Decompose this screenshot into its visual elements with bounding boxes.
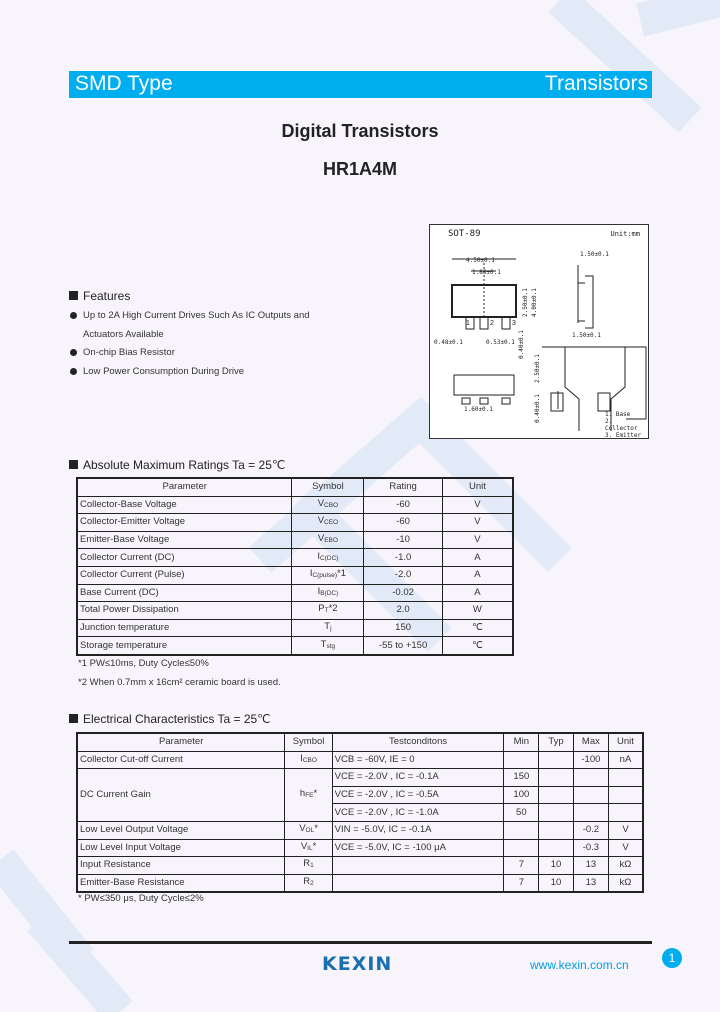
symbol-main: P [318,603,325,615]
column-header: Max [573,733,608,751]
symbol-sub: 2 [310,880,314,888]
feature-text: On-chip Bias Resistor [83,347,175,358]
unit-cell: V [442,531,513,549]
unit-cell: W [442,602,513,620]
min-cell [504,751,539,769]
parameter-cell: Emitter-Base Voltage [77,531,292,549]
symbol-cell [292,549,364,567]
footer-divider [69,941,652,944]
parameter-cell: Low Level Input Voltage [77,839,285,857]
table-row [77,857,643,875]
footer-url[interactable]: www.kexin.com.cn [530,958,629,972]
table-row [77,874,643,892]
typ-cell: 10 [539,857,574,875]
rating-cell: -55 to +150 [364,637,442,655]
table-row [77,769,643,787]
condition-cell: VCE = -5.0V, IC = -100 μA [332,839,504,857]
symbol-sub: CBO [302,756,317,764]
min-cell: 50 [504,804,539,822]
symbol-cell [292,619,364,637]
dim-footprint-pad: 0.40±0.1 [534,394,541,423]
unit-cell: A [442,549,513,567]
bullet-icon [70,368,77,375]
square-bullet-icon [69,714,78,723]
parameter-cell: Collector Cut-off Current [77,751,285,769]
features-heading [69,289,130,303]
condition-cell: VCE = -2.0V , IC = -0.5A [332,786,504,804]
abs-note-2: *2 When 0.7mm x 16cm² ceramic board is used. [78,677,281,688]
legend-base: 1. Base [605,411,631,418]
elec-heading-text: Electrical Characteristics Ta = 25℃ [83,712,271,726]
unit-cell: V [608,839,643,857]
table-row [77,584,513,602]
bullet-icon [70,349,77,356]
symbol-sub: T [324,607,329,615]
typ-cell [539,786,574,804]
symbol-main: R [303,876,311,888]
elec-heading [69,712,271,726]
condition-cell: VCE = -2.0V , IC = -1.0A [332,804,504,822]
column-header: Min [504,733,539,751]
symbol-cell [292,531,364,549]
symbol-sub: B(DC) [320,589,339,597]
table-row [77,566,513,584]
unit-cell: ℃ [442,637,513,655]
symbol-cell [285,857,332,875]
symbol-sub: C(pulse) [312,572,338,580]
feature-text: Up to 2A High Current Drives Such As IC Outputs and [83,310,310,321]
feature-item [70,366,244,377]
symbol-sub: C(DC) [320,554,339,562]
symbol-sub: OL [305,827,315,835]
symbol-main: I [300,752,303,764]
parameter-cell: Low Level Output Voltage [77,821,285,839]
condition-cell: VIN = -5.0V, IC = -0.1A [332,821,504,839]
symbol-cell [285,821,332,839]
square-bullet-icon [69,291,78,300]
symbol-sub: CBO [324,501,339,509]
parameter-cell: Collector Current (DC) [77,549,292,567]
min-cell: 7 [504,874,539,892]
symbol-main: R [303,858,311,870]
rating-cell: -0.02 [364,584,442,602]
header-banner [69,71,652,98]
feature-item [70,310,310,321]
table-row [77,619,513,637]
parameter-cell: Collector Current (Pulse) [77,566,292,584]
dim-pitch: 1.60±0.1 [464,406,493,413]
feature-text: Low Power Consumption During Drive [83,366,245,377]
features-heading-text: Features [83,289,131,303]
symbol-sub: 1 [310,862,314,870]
max-cell [573,786,608,804]
parameter-cell: Storage temperature [77,637,292,655]
parameter-cell: DC Current Gain [77,769,285,822]
parameter-cell: Emitter-Base Resistance [77,874,285,892]
column-header: Rating [364,478,442,496]
condition-cell [332,874,504,892]
bullet-icon [70,312,77,319]
symbol-main: V [300,840,308,852]
table-row [77,602,513,620]
part-number: HR1A4M [322,159,397,179]
column-header: Parameter [77,733,285,751]
symbol-cell [285,769,332,822]
parameter-cell: Base Current (DC) [77,584,292,602]
min-cell: 150 [504,769,539,787]
abs-max-heading-text: Absolute Maximum Ratings Ta = 25℃ [83,458,286,472]
condition-cell [332,857,504,875]
symbol-main: V [317,515,325,527]
symbol-sub: FE [305,792,314,800]
parameter-cell: Junction temperature [77,619,292,637]
unit-cell: A [442,566,513,584]
max-cell [573,769,608,787]
table-row [77,514,513,532]
table-row [77,531,513,549]
symbol-cell [285,839,332,857]
table-row [77,821,643,839]
symbol-sub: IL [307,844,313,852]
page-number: 1 [662,948,682,968]
rating-cell: 150 [364,619,442,637]
square-bullet-icon [69,460,78,469]
max-cell: -0.2 [573,821,608,839]
rating-cell: -1.0 [364,549,442,567]
symbol-main: T [324,621,331,633]
abs-max-heading [69,458,285,472]
table-header [77,733,643,751]
header-right: Transistors [544,72,648,95]
dim-total-height: 4.00±0.1 [531,288,538,317]
symbol-sub: j [330,625,332,633]
symbol-note: * [312,840,317,852]
symbol-main: V [317,533,325,545]
symbol-note: * [314,823,318,835]
unit-cell: kΩ [608,874,643,892]
symbol-note: *1 [337,568,346,580]
package-unit: Unit:mm [610,230,640,238]
column-header: Symbol [292,478,364,496]
rating-cell: -10 [364,531,442,549]
unit-cell: nA [608,751,643,769]
package-name: SOT-89 [448,229,481,239]
column-header: Testconditons [332,733,504,751]
table-row [77,637,513,655]
symbol-cell [292,566,364,584]
legend-emitter: 3. Emitter [605,432,642,439]
parameter-cell: Collector-Emitter Voltage [77,514,292,532]
rating-cell: -2.0 [364,566,442,584]
symbol-sub: CEO [324,519,339,527]
symbol-sub: stg [326,642,336,650]
symbol-main: h [299,788,306,800]
unit-cell: kΩ [608,857,643,875]
table-row [77,549,513,567]
table-row [77,496,513,514]
pin-1: 1 [466,320,470,327]
symbol-main: I [317,585,321,597]
min-cell: 100 [504,786,539,804]
kexin-logo: KEXIN [322,953,393,975]
typ-cell [539,839,574,857]
feature-item-cont: Actuators Available [83,329,164,340]
symbol-main: I [317,550,321,562]
unit-cell: V [608,821,643,839]
unit-cell [608,786,643,804]
max-cell: 13 [573,857,608,875]
abs-max-table [76,477,514,656]
symbol-main: T [320,638,327,650]
symbol-note: *2 [328,603,338,615]
table-row [77,839,643,857]
typ-cell [539,804,574,822]
parameter-cell: Input Resistance [77,857,285,875]
header-left: SMD Type [75,72,173,95]
typ-cell: 10 [539,874,574,892]
dim-body-height: 2.50±0.1 [522,288,529,317]
typ-cell [539,769,574,787]
unit-cell [608,769,643,787]
typ-cell [539,751,574,769]
pin-legend [605,411,648,439]
symbol-main: V [299,823,306,835]
rating-cell: -60 [364,514,442,532]
parameter-cell: Collector-Base Voltage [77,496,292,514]
symbol-sub: EBO [324,537,338,545]
legend-collector: 2. Collector [605,418,638,432]
condition-cell: VCE = -2.0V , IC = -0.1A [332,769,504,787]
unit-cell: V [442,514,513,532]
abs-note-1: *1 PW≤10ms, Duty Cycle≤50% [78,658,209,669]
column-header: Typ [539,733,574,751]
dim-lead: 0.48±0.1 [434,339,463,346]
column-header: Parameter [77,478,292,496]
pin-2: 2 [490,320,494,327]
symbol-cell [292,637,364,655]
rating-cell: 2.0 [364,602,442,620]
feature-item [70,347,175,358]
package-drawing [429,224,649,439]
dim-footprint-height: 2.50±0.1 [534,354,541,383]
max-cell: 13 [573,874,608,892]
max-cell: -100 [573,751,608,769]
dim-tab: 1.80±0.1 [472,269,501,276]
doc-title: Digital Transistors [281,121,439,141]
symbol-cell [292,496,364,514]
elec-table [76,732,644,893]
typ-cell [539,821,574,839]
condition-cell: VCB = -60V, IE = 0 [332,751,504,769]
symbol-note: * [313,788,318,800]
rating-cell: -60 [364,496,442,514]
unit-cell: V [442,496,513,514]
column-header: Symbol [285,733,332,751]
elec-note: * PW≤350 μs, Duty Cycle≤2% [78,893,204,904]
min-cell: 7 [504,857,539,875]
unit-cell [608,804,643,822]
dim-lead2: 0.53±0.1 [486,339,515,346]
unit-cell: A [442,584,513,602]
pin-3: 3 [512,320,516,327]
dim-width: 4.50±0.1 [466,257,495,264]
symbol-cell [292,584,364,602]
table-row [77,751,643,769]
unit-cell: ℃ [442,619,513,637]
symbol-cell [285,874,332,892]
max-cell: -0.3 [573,839,608,857]
column-header: Unit [442,478,513,496]
min-cell [504,821,539,839]
parameter-cell: Total Power Dissipation [77,602,292,620]
symbol-cell [292,514,364,532]
dim-thick: 1.50±0.1 [580,251,609,258]
min-cell [504,839,539,857]
symbol-cell [285,751,332,769]
symbol-main: V [317,497,325,509]
table-header [77,478,513,496]
dim-lead-length: 0.40±0.1 [518,330,525,359]
symbol-main: I [309,568,313,580]
max-cell [573,804,608,822]
dim-side: 1.50±0.1 [572,332,601,339]
symbol-cell [292,602,364,620]
column-header: Unit [608,733,643,751]
